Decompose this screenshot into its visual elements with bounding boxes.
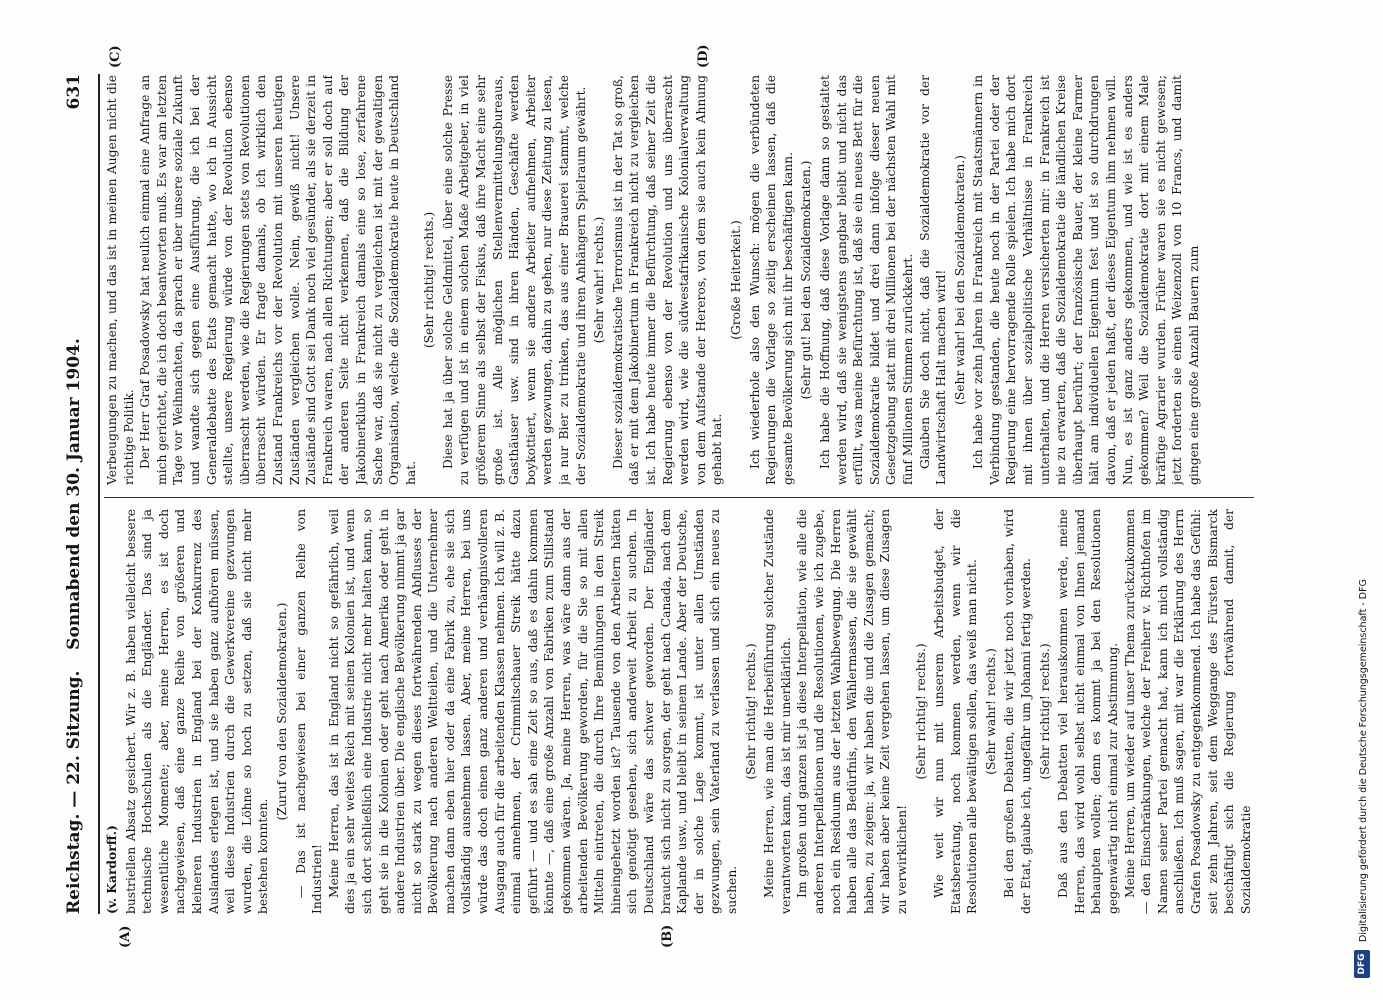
paragraph: Ich habe die Hoffnung, daß diese Vorlage dann so gestaltet werden wird, daß sie wenigstens gangbar bleibt und nicht das erfüllt, was meine Befürchtung ist, daß sie ein neues Bett für die Sozialdemokratie bildet und drei dann infolge dieser neuen Gesetzgebung statt mit drei Millionen bei der nächsten Wahl mit fünf Millionen Stimmen zurückkehrt. — [817, 75, 915, 485]
margin-marker-b: (B) — [660, 924, 675, 948]
page-header — [58, 74, 100, 914]
left-column — [104, 509, 1294, 914]
paragraph: bustriellen Absatz gesichert. Wir z. B. haben vielleicht bessere technische Hochschulen als die Engländer. Das sind ja wesentliche Momente; aber, meine Herren, es ist doch nachgewiesen, daß eine ganze Reihe von größeren und kleineren Industrien in England bei der Konkurrenz des Auslandes erlegen ist, und sie haben ganz aufhören müssen, weil diese Industrien durch die Gewerkvereine gezwungen wurden, die Löhne so hoch zu setzen, daß sie nicht mehr bestehen konnten. — [123, 509, 271, 914]
right-column — [104, 75, 1294, 485]
interjection: (Sehr richtig! rechts.) — [913, 643, 928, 780]
interjection: (Sehr gut! bei den Sozialdemokraten.) — [799, 160, 814, 400]
speaker-name: (v. Kardorff.) — [104, 825, 119, 914]
paragraph: Diese hat ja über solche Geldmittel, über eine solche Presse zu verfügen und ist in einem solchen Maße Arbeitgeber, in viel größerem Sinne als selbst der Fiskus, daß ihre Macht eine sehr große ist. Alle möglichen Stellenvermittelungsbureaus, Gasthäuser usw. sind in ihren Händen, Geschäfte werden boykottiert, wenn sie andere Arbeiter aufnehmen, Arbeiter werden gezwungen, dahin zu gehen, nur diese Zeitung zu lesen, ja nur Bier zu trinken, das aus einer Brauerei stammt, welche der Sozialdemokratie und ihren Anhängern Spielraum gewährt. — [440, 75, 588, 485]
digitization-footer: Digitalisierung gefördert durch die Deutsche Forschungsgemeinschaft - DFG — [1358, 579, 1369, 942]
paragraph: Der Herr Graf Posadowsky hat neulich einmal eine Anfrage an mich gerichtet, die ich doch beantworten muß. Es war am letzten Tage vor Weihnachten, da sprach er über unsere soziale Zukunft und wandte sich gegen eine Ausführung, die ich bei der Generaldebatte des Etats gemacht hatte, wo ich in Aussicht stellte, unsere Regierung würde von der Revolution ebenso überrascht werden, wie die Regierungen stets von Revolutionen überrascht würden. Er fragte damals, ob ich wirklich den Zustand Frankreichs vor der Revolution mit unseren heutigen Zuständen vergleichen wolle. Nein, gewiß nicht! Unsere Zustände sind Gott sei Dank noch viel gesünder, als sie derzeit in Frankreich waren, nach allen Richtungen; aber er soll doch auf der anderen Seite nicht verkennen, daß die Bildung der Jakobinerklubs in Frankreich damals eine so lose, zerfahrene Sache war, daß sie nicht zu vergleichen ist mit der gewaltigen Organisation, welche die Sozialdemokratie heute in Deutschland hat. — [138, 75, 418, 485]
paragraph: Dieser sozialdemokratische Terrorismus ist in der Tat so groß, daß er mit dem Jakobinertum in Frankreich nicht zu vergleichen ist. Ich habe heute immer die Befürchtung, daß seiner Zeit die Regierung ebenso von der Revolution und uns überrascht werden wird, wie die südwestafrikanische Kolonialverwaltung von dem Aufstande der Hereros, von dem sie auch kein Ahnung gehabt hat. — [610, 75, 725, 485]
dfg-badge: DFG — [1354, 950, 1370, 978]
margin-marker-d: (D) — [696, 44, 711, 68]
interjection: (Sehr wahr! rechts.) — [983, 648, 998, 775]
paragraph: Ich habe vor zehn Jahren in Frankreich mit Staatsmännern in Verbindung gestanden, die heute noch in der Partei oder der Regierung eine hervorragende Rolle spielen. Ich habe mich dort mit ihnen über sozialpolitische Verhältnisse in Frankreich unterhalten, und die Herren versicherten mir: in Frankreich ist nie zu erwarten, daß die Sozialdemokratie die ländlichen Kreise überhaupt berührt; der französische Bauer, der kleine Farmer hält am individuellen Eigentum fest und ist so durchdrungen davon, daß er jeden haßt, der dieses Eigentum ihm nehmen will. Nun, es ist ganz anders gekommen, und wie ist es anders gekommen? Weil die Sozialdemokratie dort mit einem Male kräftige Agrarier wurden. Früher waren sie es nicht gewesen; jetzt forderten sie einen Weizenzoll von 10 Francs, und damit gingen eine große Anzahl Bauern zum — [971, 75, 1201, 485]
paragraph: Meine Herren, das ist in England nicht so gefährlich, weil dies ja ein sehr weites Reich mit seinen Kolonien ist, und wenn sich dort schließlich eine Industrie nicht mehr halten kann, so geht sie in die Kolonien oder geht nach Amerika oder geht in andere Industrien über. Die englische Bevölkerung nimmt ja gar nicht so stark zu wegen dieses fortwährenden Abflusses der Bevölkerung nach anderen Weltteilen, und die Unternehmer machen dann eben hier oder da eine Fabrik zu, ehe sie sich vollständig ausnehmen lassen. Aber, meine Herren, bei uns würde das doch einen ganz anderen und verhängnisvolleren Ausgang auch für die arbeitenden Klassen nehmen. Ich will z. B. einmal annehmen, der Crimmitschauer Streik hätte dazu geführt — und es sah eine Zeit so aus, daß es dahin kommen könnte —, daß eine große Anzahl von Fabriken zum Stillstand gekommen wären. Ja, meine Herren, was wäre dann aus der arbeitenden Bevölkerung geworden, für die Sie so mit allen Mitteln eintreten, die durch Ihre Bemühungen in den Streik hineingehetzt worden ist? Tausende von den Arbeitern hätten sich genötigt gesehen, sich anderweit Arbeit zu suchen. In Deutschland wäre das schwer geworden. Der Engländer braucht sich nicht zu sorgen, der geht nach Canada, nach dem Kaplande usw., und bleibt in seinem Lande. Aber der Deutsche, der in solche Lage kommt, ist unter allen Umständen gezwungen, sein Vaterland zu verlassen und sich ein neues zu suchen. — [326, 509, 739, 914]
paragraph: Meine Herren, um wieder auf unser Thema zurückzukommen — den Einschränkungen, welche der Freiherr v. Richthofen im Namen seiner Partei gemacht hat, kann ich mich vollständig anschließen. Ich muß sagen, mit war die Erklärung des Herrn Grafen Posadowsky zu entgegenkommend. Ich habe das Gefühl: seit zehn Jahren, seit dem Weggange des Fürsten Bismarck beschäftigt sich die Regierung fortwährend damit, der Sozialdemokratie — [1122, 509, 1253, 914]
column-divider — [104, 497, 1254, 498]
margin-marker-a: (A) — [118, 925, 133, 948]
left-column-body — [123, 509, 1255, 914]
interjection: (Sehr richtig! rechts.) — [422, 211, 437, 349]
paragraph: Glauben Sie doch nicht, daß die Sozialdemokratie vor der Landwirtschaft Halt machen wird! — [917, 75, 949, 485]
right-column-body — [104, 75, 1203, 485]
margin-marker-c: (C) — [108, 45, 123, 68]
paragraph: Wie weit wir nun mit unserem Arbeitsbudget, der Etatsberatung, noch kommen werden, wenn wir die Resolutionen alle bewältigen sollen, das weiß man nicht. — [932, 509, 980, 914]
paragraph: Verbeugungen zu machen, und das ist in meinen Augen nicht die richtige Politik. — [105, 75, 136, 485]
paragraph: Im großen und ganzen ist ja diese Interpellation, wie alle die anderen Interpellationen und die Resolutionen, wie ich zugebe, noch ein Residuum aus der letzten Wahlbewegung. Die Herren haben alle das Bedürfnis, den Wählermassen, die sie gewählt haben, zu zeigen: ja, wir haben die und die Zusagen gemacht; wir haben aber keine Zeit vergehen lassen, um diese Zusagen zu verwirklichen! — [795, 509, 909, 914]
paragraph: Meine Herren, wie man die Herbeiführung solcher Zustände verantworten kann, das ist mir unerklärlich. — [762, 509, 793, 914]
interjection: (Zuruf von den Sozialdemokraten.) — [274, 602, 289, 821]
interjection: (Sehr richtig! rechts.) — [1037, 643, 1052, 780]
paragraph: — Das ist nachgewiesen bei einer ganzen Reihe von Industrien! — [293, 509, 325, 914]
page-number: 631 — [64, 74, 84, 110]
paragraph: Bei den großen Debatten, die wir jetzt noch vorhaben, wird der Etat, glaube ich, ungefähr um Johanni fertig werden. — [1002, 509, 1034, 914]
paragraph: Daß aus den Debatten viel herauskommen werde, meine Herren, das wird wohl selbst nicht einmal von Ihnen jemand behaupten wollen; denn es kommt ja bei den Resolutionen gegenwärtig nicht einmal zur Abstimmung. — [1056, 509, 1121, 914]
interjection: (Sehr wahr! bei den Sozialdemokraten.) — [952, 155, 967, 405]
paragraph: Ich wiederhole also den Wunsch: mögen die verbündeten Regierungen die Vorlage so zeitig erscheinen lassen, daß die gesamte Bevölkerung sich mit ihr beschäftigen kann. — [747, 75, 795, 485]
interjection: (Sehr wahr! rechts.) — [592, 216, 607, 344]
header-date: Sonnabend den 30. Januar 1904. — [64, 338, 84, 650]
interjection: (Sehr richtig! rechts.) — [743, 643, 758, 780]
header-session: Reichstag. — 22. Sitzung. — [64, 670, 84, 914]
interjection: (Große Heiterkeit.) — [728, 220, 743, 340]
